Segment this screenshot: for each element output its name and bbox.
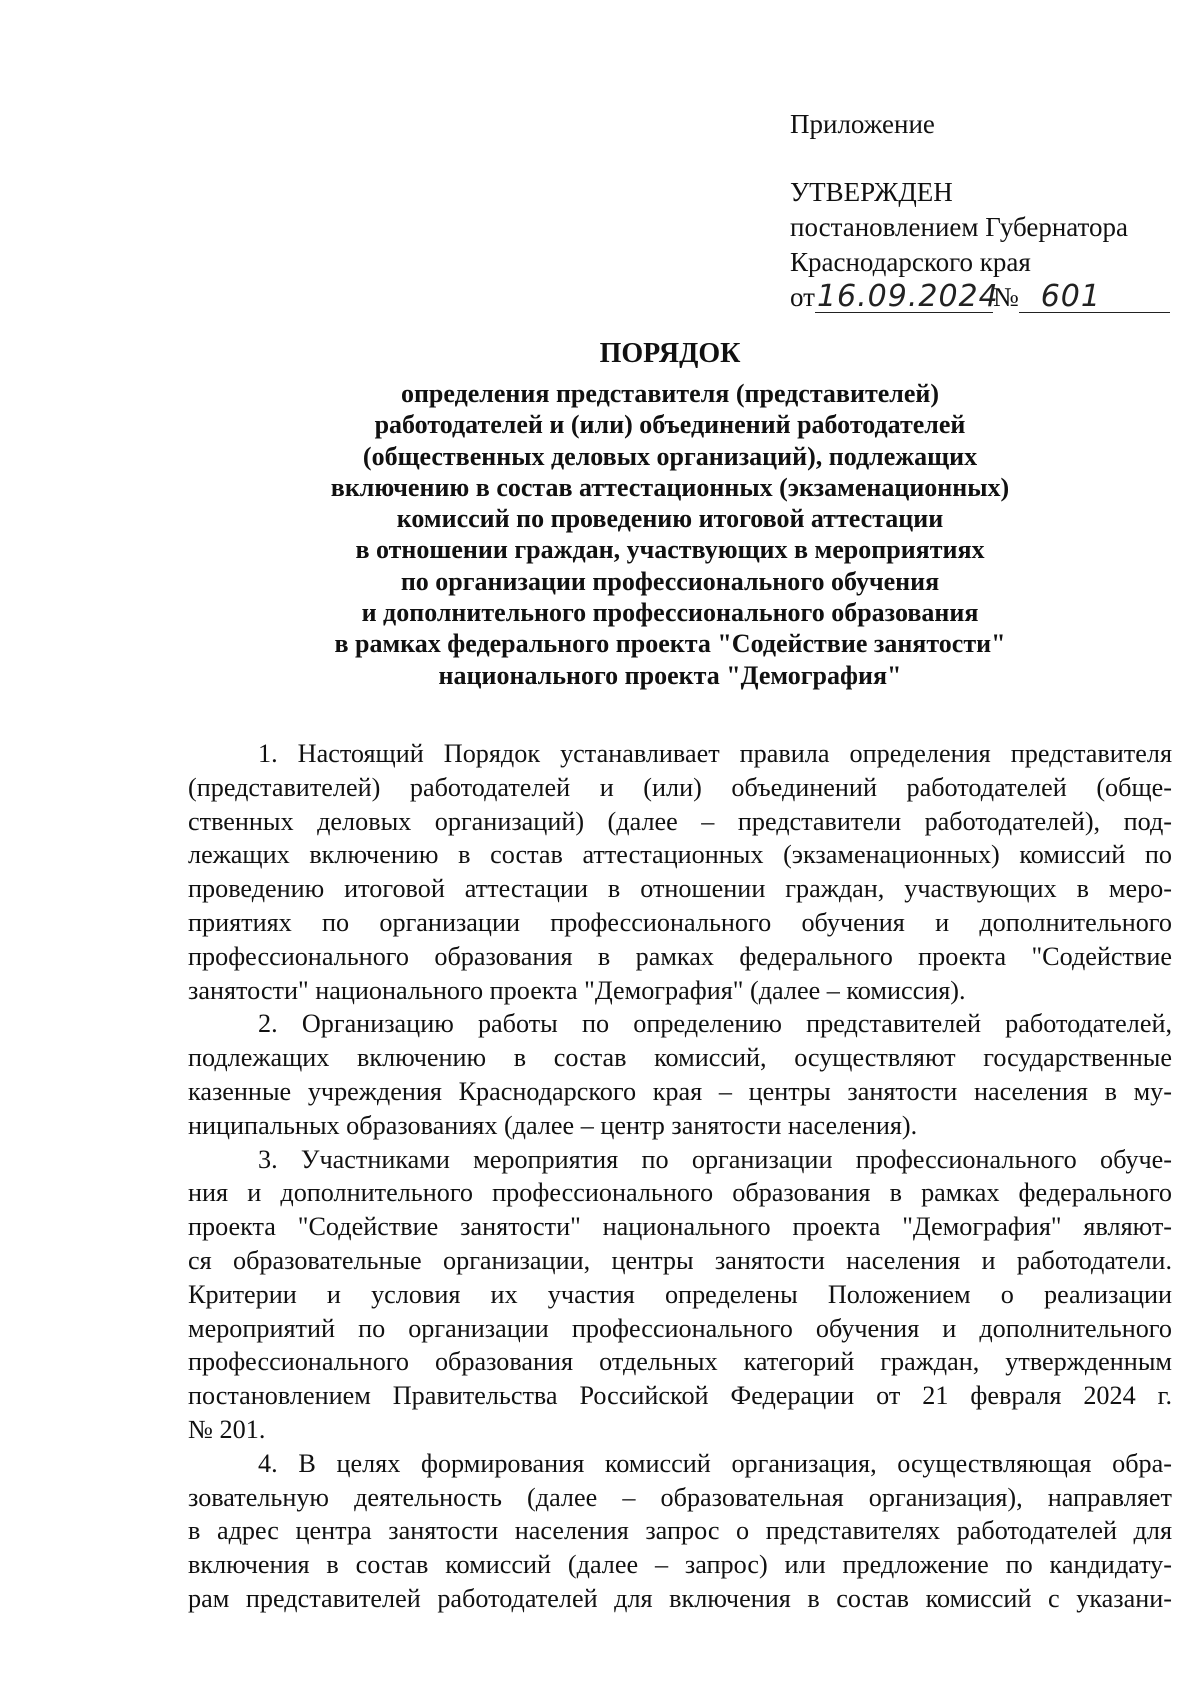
body-line: подлежащих включению в состав комиссий, осуществляют государственные bbox=[188, 1043, 1172, 1073]
subtitle-line: работодателей и (или) объединений работодателей bbox=[374, 410, 966, 440]
body-line: включения в состав комиссий (далее – запрос) или предложение по кандидату- bbox=[188, 1550, 1172, 1580]
body-line: рам представителей работодателей для включения в состав комиссий с указани- bbox=[188, 1583, 1172, 1613]
document-title-block bbox=[150, 336, 1190, 691]
subtitle-line: определения представителя (представителей) bbox=[400, 379, 940, 408]
body-line: мероприятий по организации профессионального обучения и дополнительного bbox=[188, 1313, 1172, 1343]
body-line: приятиях по организации профессионального обучения и дополнительного bbox=[188, 907, 1172, 937]
body-line: (представителей) работодателей и (или) объединений работодателей (обще- bbox=[188, 772, 1172, 802]
body-line: 3. Участниками мероприятия по организации профессионального обуче- bbox=[258, 1144, 1172, 1174]
body-line: постановлением Правительства Российской Федерации от 21 февраля 2024 г. bbox=[188, 1381, 1172, 1411]
body-line: 2. Организацию работы по определению представителей работодателей, bbox=[258, 1009, 1172, 1039]
document-subtitle bbox=[150, 378, 1190, 691]
subtitle-line: (общественных деловых организаций), подлежащих bbox=[362, 441, 978, 471]
body-line: ниципальных образованиях (далее – центр занятости населения). bbox=[188, 1110, 918, 1140]
handwritten-date: 16.09.2024 bbox=[816, 279, 999, 314]
body-line: в адрес центра занятости населения запрос о представителях работодателей для bbox=[188, 1516, 1172, 1546]
number-prefix: № bbox=[992, 282, 1019, 312]
body-line: профессионального образования в рамках федерального проекта "Содействие bbox=[188, 941, 1172, 971]
body-line: проекта "Содействие занятости" национального проекта "Демография" являют- bbox=[188, 1212, 1172, 1242]
document-title: ПОРЯДОК bbox=[599, 338, 741, 369]
approval-stamp bbox=[790, 107, 1170, 315]
subtitle-line: по организации профессионального обучения bbox=[400, 566, 940, 596]
approval-date-line bbox=[790, 280, 1170, 315]
body-line: лежащих включению в состав аттестационных (экзаменационных) комиссий по bbox=[188, 840, 1172, 870]
body-line: 4. В целях формирования комиссий организация, осуществляющая обра- bbox=[258, 1448, 1172, 1478]
body-line: профессионального образования отдельных категорий граждан, утвержденным bbox=[188, 1347, 1172, 1377]
approved-label: УТВЕРЖДЕН bbox=[790, 177, 953, 207]
approval-region: Краснодарского края bbox=[790, 247, 1031, 277]
body-line: ния и дополнительного профессионального образования в рамках федерального bbox=[188, 1178, 1172, 1208]
body-line: занятости" национального проекта "Демография" (далее – комиссия). bbox=[188, 975, 966, 1005]
appendix-label: Приложение bbox=[790, 109, 935, 139]
subtitle-line: включению в состав аттестационных (экзаменационных) bbox=[330, 472, 1010, 502]
subtitle-line: в отношении граждан, участвующих в мероприятиях bbox=[355, 535, 985, 565]
body-line: проведению итоговой аттестации в отношении граждан, участвующих в меро- bbox=[188, 874, 1172, 904]
body-line: ственных деловых организаций) (далее – представители работодателей), под- bbox=[188, 806, 1172, 836]
body-line: № 201. bbox=[188, 1414, 266, 1444]
subtitle-line: в рамках федерального проекта "Содействие занятости" bbox=[334, 629, 1006, 659]
subtitle-line: и дополнительного профессионального образования bbox=[361, 598, 979, 628]
body-line: 1. Настоящий Порядок устанавливает правила определения представителя bbox=[258, 739, 1172, 768]
subtitle-line: комиссий по проведению итоговой аттестации bbox=[396, 504, 944, 534]
handwritten-number: 601 bbox=[1019, 282, 1170, 313]
document-body bbox=[188, 737, 1172, 1616]
body-line: казенные учреждения Краснодарского края – центры занятости населения в му- bbox=[188, 1076, 1172, 1106]
body-line: Критерии и условия их участия определены Положением о реализации bbox=[188, 1279, 1172, 1309]
body-line: ся образовательные организации, центры занятости населения и работодатели. bbox=[188, 1245, 1172, 1275]
date-prefix: от bbox=[790, 282, 815, 312]
approval-authority: постановлением Губернатора bbox=[790, 212, 1128, 242]
body-line: зовательную деятельность (далее – образовательная организация), направляет bbox=[188, 1482, 1172, 1512]
subtitle-line: национального проекта "Демография" bbox=[438, 660, 902, 690]
